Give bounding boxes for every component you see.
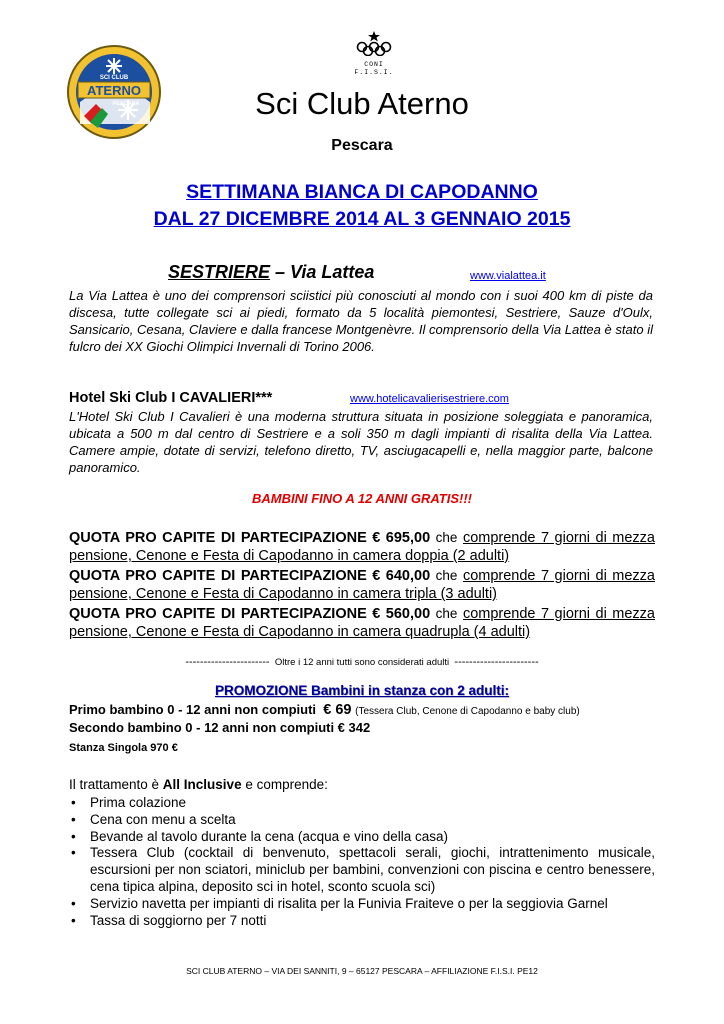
hotel-name: Hotel Ski Club I CAVALIERI*** <box>69 390 273 406</box>
resort-description: La Via Lattea è uno dei comprensori sciistici più conosciuti al mondo con i suoi 400 km di piste da discesa, tutte collegate sci ai piedi, formato da 5 località piemontesi, Sestriere, Sauze d'Oulx, Sansicario, Cesana, Claviere e dalla francese Montgenèvre. Il comprensorio della Via Lattea è stato il fulcro dei XX Giochi Olimpici Invernali di Torino 2006. <box>69 288 653 354</box>
quote-1-che: che <box>435 530 458 545</box>
first-child-price: € 69 <box>323 702 352 718</box>
list-item <box>69 829 655 846</box>
quote-3-che: che <box>435 606 458 621</box>
list-item-text: Cena con menu a scelta <box>90 811 236 827</box>
treatment-intro-before: Il trattamento è <box>69 777 163 792</box>
hotel-description: L'Hotel Ski Club I Cavalieri è una moderna struttura situata in posizione soleggiata e panoramica, ubicata a 500 m dal centro di Sestriere e a soli 350 m dagli impianti di risalita della Via Lattea. Camere ampie, dotate di servizi, telefono diretto, TV, asciugacapelli e, nella maggior parte, balcone panoramico. <box>69 409 653 475</box>
treatment-intro <box>69 777 328 792</box>
note-dashes-right: ----------------------- <box>454 656 539 668</box>
list-item-text: Servizio navetta per impianti di risalita per la Funivia Fraiteve o per la seggiovia Garnel <box>90 895 608 911</box>
quote-3-label: QUOTA PRO CAPITE DI PARTECIPAZIONE € 560,00 <box>69 606 431 622</box>
quote-2 <box>69 567 655 603</box>
resort-name: SESTRIERE <box>168 262 271 282</box>
quote-2-label: QUOTA PRO CAPITE DI PARTECIPAZIONE € 640,00 <box>69 568 431 584</box>
bullet-icon: • <box>71 828 76 844</box>
list-item <box>69 795 655 812</box>
resort-suffix: – Via Lattea <box>270 262 375 282</box>
event-heading-line1: SETTIMANA BIANCA DI CAPODANNO <box>186 181 538 203</box>
list-item <box>69 845 655 895</box>
list-item <box>69 896 655 913</box>
treatment-intro-after: e comprende: <box>241 777 328 792</box>
event-heading-line2: DAL 27 DICEMBRE 2014 AL 3 GENNAIO 2015 <box>153 208 571 230</box>
hotel-link[interactable]: www.hotelicavalierisestriere.com <box>350 393 509 405</box>
page-footer: SCI CLUB ATERNO – VIA DEI SANNITI, 9 – 65127 PESCARA – AFFILIAZIONE F.I.S.I. PE12 <box>186 966 538 976</box>
quote-1-detail: comprende 7 giorni di mezza pensione, Cenone e Festa di Capodanno in camera doppia (2 adulti) <box>69 530 655 564</box>
list-item-text: Bevande al tavolo durante la cena (acqua e vino della casa) <box>90 828 448 844</box>
quote-3 <box>69 605 655 641</box>
svg-text:SCI CLUB: SCI CLUB <box>99 75 129 81</box>
resort-link[interactable]: www.vialattea.it <box>470 270 546 282</box>
list-item-text: Tassa di soggiorno per 7 notti <box>90 912 267 928</box>
first-child-note: (Tessera Club, Cenone di Capodanno e baby club) <box>355 706 580 717</box>
promotion-first-child <box>69 702 580 718</box>
bullet-icon: • <box>71 895 76 911</box>
quote-1 <box>69 529 655 565</box>
resort-heading <box>168 262 374 283</box>
promotion-second-child: Secondo bambino 0 - 12 anni non compiuti € 342 <box>69 720 371 735</box>
adults-note <box>0 656 724 668</box>
treatment-intro-bold: All Inclusive <box>162 777 242 792</box>
quote-3-detail: comprende 7 giorni di mezza pensione, Cenone e Festa di Capodanno in camera quadrupla (4 adulti) <box>69 606 655 640</box>
bullet-icon: • <box>71 811 76 827</box>
coni-text: CONI <box>364 61 384 68</box>
quote-2-detail: comprende 7 giorni di mezza pensione, Cenone e Festa di Capodanno in camera tripla (3 adulti) <box>69 568 655 602</box>
list-item-text: Prima colazione <box>90 795 187 810</box>
promotion-heading: PROMOZIONE Bambini in stanza con 2 adulti: <box>214 683 510 698</box>
list-item <box>69 812 655 829</box>
children-free-banner: BAMBINI FINO A 12 ANNI GRATIS!!! <box>251 491 473 506</box>
page-title: Sci Club Aterno <box>255 86 469 121</box>
note-text: Oltre i 12 anni tutti sono considerati adulti <box>274 657 450 668</box>
quote-2-che: che <box>435 568 458 583</box>
list-item <box>69 913 655 930</box>
note-dashes-left: ----------------------- <box>185 656 270 668</box>
svg-text:PESCARA: PESCARA <box>112 101 140 107</box>
svg-text:ATERNO: ATERNO <box>87 83 141 98</box>
quote-1-label: QUOTA PRO CAPITE DI PARTECIPAZIONE € 695,00 <box>69 530 431 546</box>
list-item-text: Tessera Club (cocktail di benvenuto, spettacoli serali, giochi, intrattenimento musicale, escursioni per non sciatori, miniclub per bambini, convenzioni con piscina e centro benessere, cena tipica alpina, deposito sci in hotel, sconto scuola sci) <box>90 845 655 894</box>
treatment-list <box>69 795 655 929</box>
first-child-label: Primo bambino 0 - 12 anni non compiuti <box>69 702 317 717</box>
coni-fisi-logo <box>352 30 396 76</box>
page-subtitle: Pescara <box>331 137 393 154</box>
single-room-price: Stanza Singola 970 € <box>69 742 178 754</box>
fisi-text: F.I.S.I. <box>354 69 394 76</box>
bullet-icon: • <box>71 845 76 861</box>
bullet-icon: • <box>71 795 76 810</box>
bullet-icon: • <box>71 912 76 928</box>
